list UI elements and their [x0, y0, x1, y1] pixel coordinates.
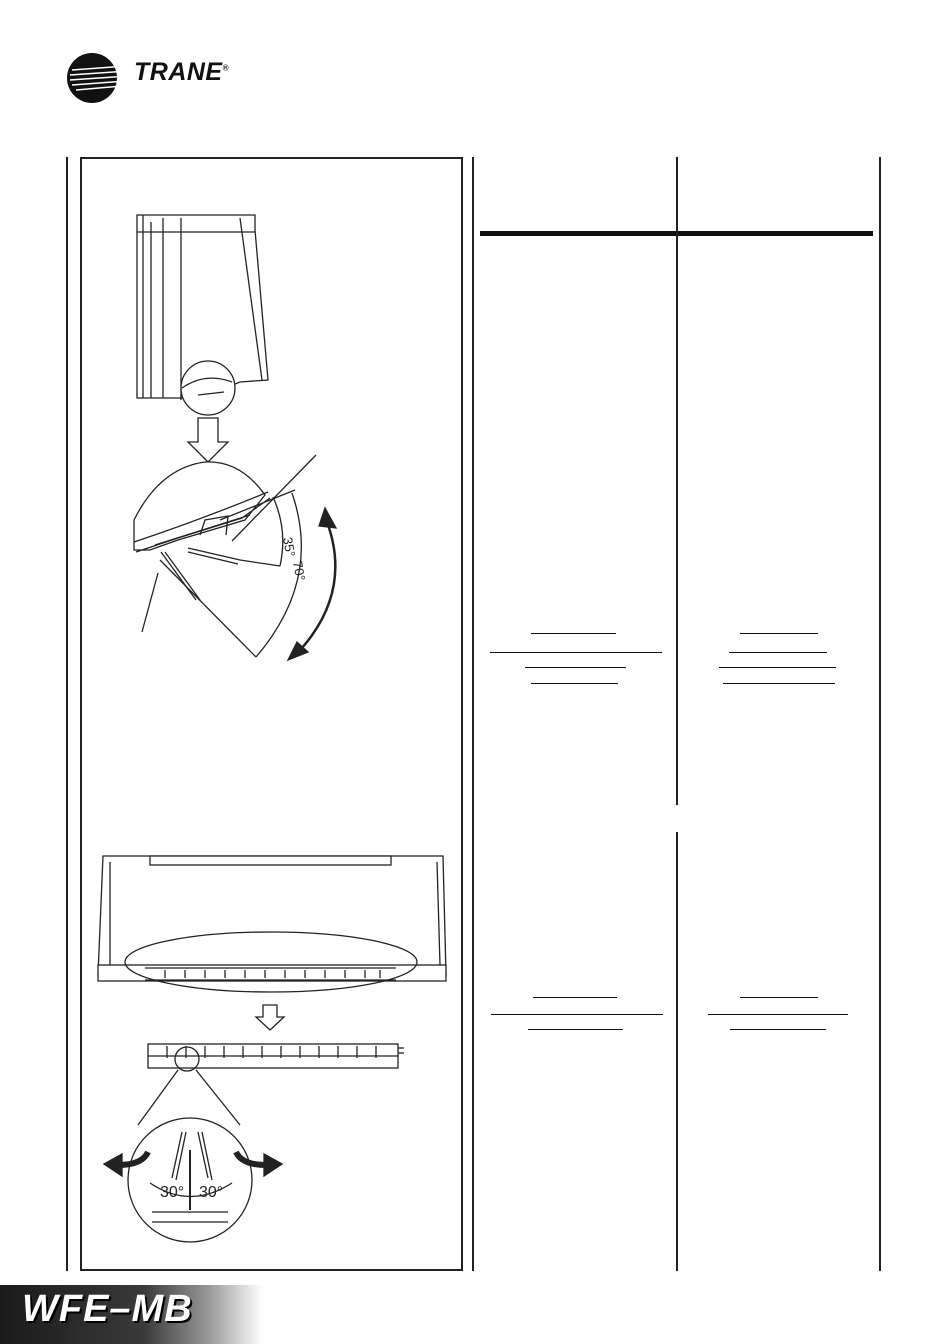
vane-detail	[128, 1118, 252, 1242]
text-underline	[729, 652, 827, 653]
down-arrow-icon	[188, 418, 228, 462]
column-rule	[676, 157, 678, 805]
unit-front-view	[98, 856, 446, 992]
text-underline	[490, 652, 662, 653]
text-underline	[531, 683, 618, 684]
text-underline	[525, 667, 626, 668]
text-underline	[708, 1014, 848, 1015]
text-underline	[730, 1029, 826, 1030]
text-underline	[533, 997, 617, 998]
louver-diagram	[80, 157, 463, 1271]
angle-label-right: 30°	[199, 1184, 224, 1201]
section-bar	[678, 231, 873, 236]
text-underline	[531, 633, 616, 634]
text-underline	[719, 667, 836, 668]
column-rule	[879, 157, 881, 1271]
brand-name: TRANE®	[134, 58, 230, 86]
text-underline	[723, 683, 835, 684]
section-bar	[480, 231, 676, 236]
angle-label-left: 30°	[160, 1184, 185, 1201]
angle-label-35: 35°	[280, 535, 299, 558]
column-rule	[676, 832, 678, 1271]
vane-strip	[138, 1044, 404, 1125]
text-underline	[528, 1029, 623, 1030]
text-underline	[740, 633, 818, 634]
column-rule	[472, 157, 474, 1271]
column-rule	[66, 157, 68, 1271]
model-name: WFE–MB	[22, 1288, 193, 1330]
angle-label-70: 70°	[290, 559, 309, 582]
unit-side-view	[137, 215, 268, 415]
text-underline	[491, 1014, 663, 1015]
swing-arrow-icon	[288, 508, 336, 660]
text-underline	[740, 997, 818, 998]
down-arrow-icon	[256, 1005, 284, 1030]
